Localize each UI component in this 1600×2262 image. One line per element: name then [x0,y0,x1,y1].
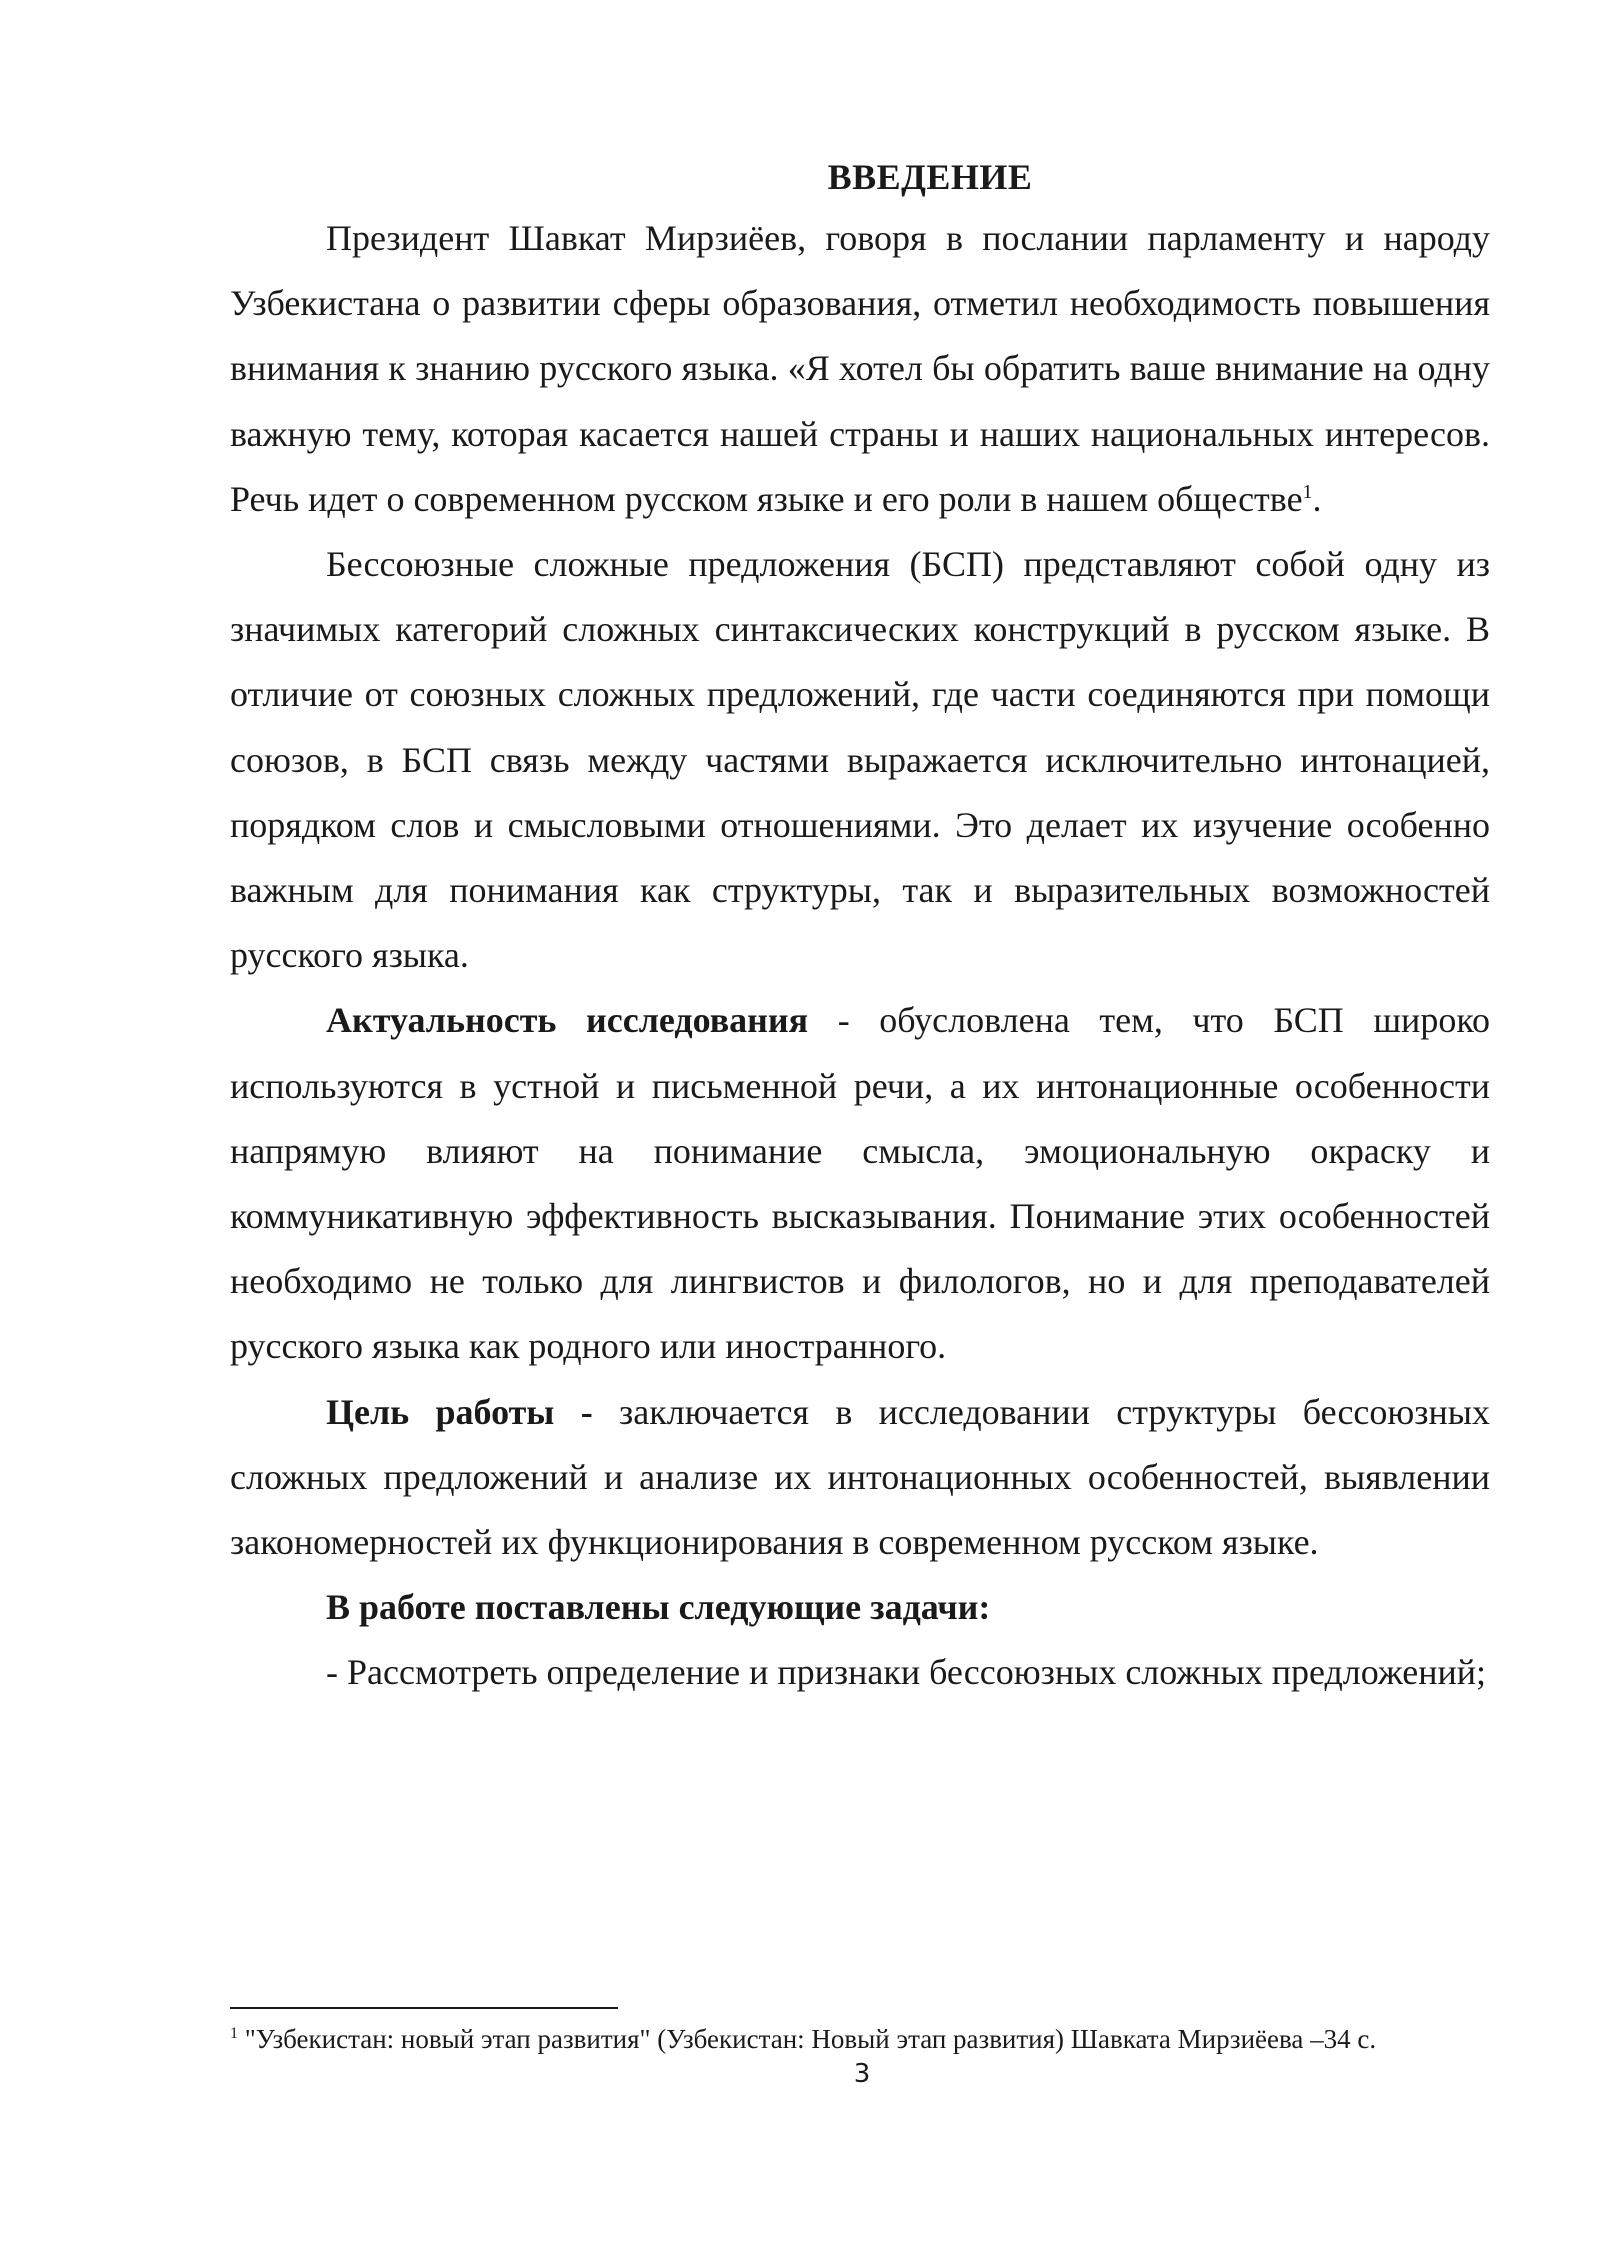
footnote-reference[interactable]: 1 [1302,480,1313,503]
footnote-separator [230,2007,618,2009]
footnote-text: "Узбекистан: новый этап развития" (Узбекистан: Новый этап развития) Шавката Мирзиёева –34 с. [238,2024,1377,2054]
page-number: 3 [853,2059,871,2089]
footnote-marker: 1 [230,2025,238,2042]
paragraph-intro-text: Президент Шавкат Мирзиёев, говоря в послании парламенту и народу Узбекистана о развитии сферы образования, отметил необходимость повышения внимания к знанию русского языка. «Я хотел бы обратить ваше внимание на одну важную тему, которая касается нашей страны и наших национальных интересов. Речь идет о современном русском языке и его роли в нашем обществе [230,218,1490,519]
relevance-label: Актуальность исследования [326,1000,809,1041]
goal-label: Цель работы - [326,1391,593,1432]
task-item-1: - Рассмотреть определение и признаки бессоюзных сложных предложений; [326,1652,1487,1693]
paragraph-goal [230,1380,1490,1576]
paragraph-bsp: Бессоюзные сложные предложения (БСП) представляют собой одну из значимых категорий сложных синтаксических конструкций в русском языке. В отличие от союзных сложных предложений, где части соединяются при помощи союзов, в БСП связь между частями выражается исключительно интонацией, порядком слов и смысловыми отношениями. Это делает их изучение особенно важным для понимания как структуры, так и выразительных возможностей русского языка. [230,544,1490,976]
footnote [230,2022,1490,2056]
tasks-heading: В работе поставлены следующие задачи: [326,1587,991,1628]
goal-text: заключается в исследовании структуры бессоюзных сложных предложений и анализе их интонационных особенностей, выявлении закономерностей их функционирования в современном русском языке. [230,1391,1490,1563]
paragraph-relevance [230,988,1490,1379]
paragraph-intro-end: . [1312,478,1322,519]
paragraph-intro [230,206,1490,532]
section-heading: ВВЕДЕНИЕ [827,157,1033,197]
relevance-text: - обусловлена тем, что БСП широко используются в устной и письменной речи, а их интонационные особенности напрямую влияют на понимание смысла, эмоциональную окраску и коммуникативную эффективность высказывания. Понимание этих особенностей необходимо не только для лингвистов и филологов, но и для преподавателей русского языка как родного или иностранного. [230,1000,1490,1367]
page-body [230,148,1490,1706]
